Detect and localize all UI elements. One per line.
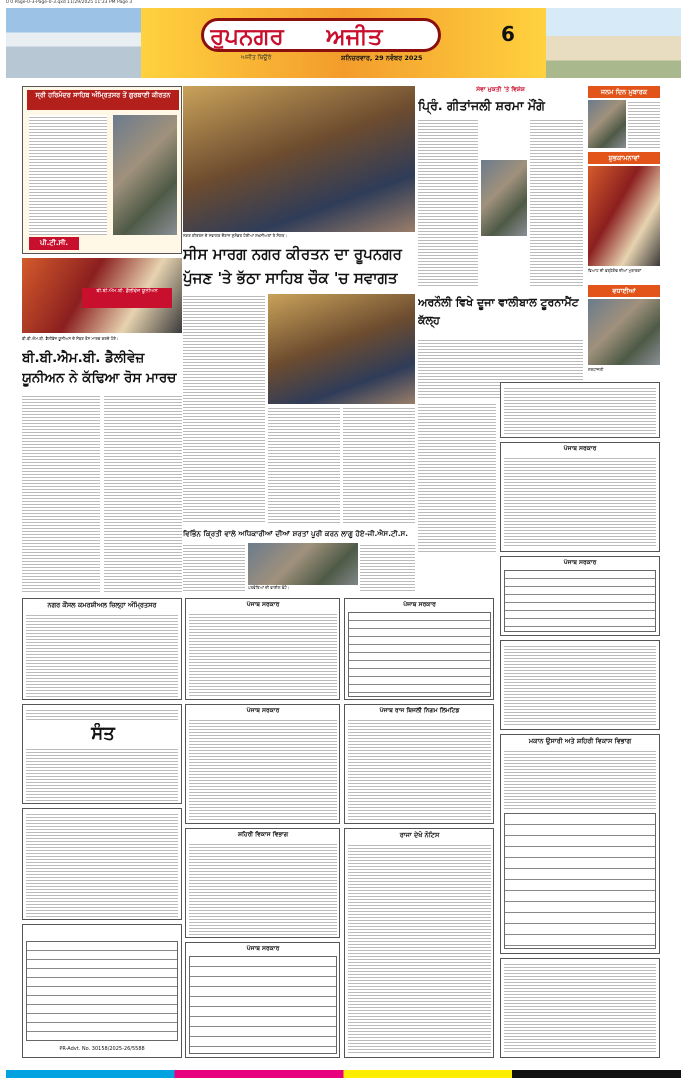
notice-table-right: [500, 556, 660, 636]
notice-legal-text: [504, 962, 656, 1054]
notice-table-right-grid: [504, 570, 656, 632]
notice-public-text: [348, 843, 491, 1055]
protest-caption: ਬੀ.ਬੀ.ਐਮ.ਬੀ. ਡੈਲੀਵੇਜ਼ ਯੂਨੀਅਨ ਦੇ ਮੈਂਬਰ ਰੋਸ ਮਾਰਚ ਕਰਦੇ ਹੋਏ।: [22, 336, 119, 341]
procession-photo: [268, 294, 415, 404]
slug-line: 0 0 Page-0-3-Page-0-3.qxd 11/29/2025 11:33 PM Page 3: [6, 0, 133, 5]
ad-badge: ਪੀ.ਟੀ.ਸੀ.: [29, 237, 79, 250]
notice-water-table: [26, 941, 178, 1041]
protest-photo: [22, 258, 182, 333]
masthead-left-photo: [6, 8, 141, 78]
retirement-body-col1: [418, 118, 478, 288]
birthday-header: ਜਨਮ ਦਿਨ ਮੁਬਾਰਕ: [588, 86, 660, 98]
notice-right-2-title: ਪੰਜਾਬ ਸਰਕਾਰ: [563, 445, 597, 452]
nagar-kirtan-caption: ਨਗਰ ਕੀਰਤਨ ਦੇ ਸਵਾਗਤ ਦੌਰਾਨ ਸ਼ੁਸ਼ੋਭਤ ਹੋਈਆਂ ਸ਼ਖ਼ਸੀਅਤਾਂ ਤੇ ਸੰਗਤ।: [183, 233, 288, 238]
masthead-band: [141, 8, 546, 78]
notice-nagar-council-text: [26, 613, 178, 697]
masthead-frame: [201, 18, 441, 52]
notice-urban: [185, 828, 340, 938]
masthead-right-photo: [546, 8, 681, 78]
masthead-date: ਸ਼ਨਿਚਰਵਾਰ, 29 ਨਵੰਬਰ 2025: [341, 54, 423, 62]
notice-pspcl-text: [348, 718, 491, 821]
notice-housing-text: [504, 749, 656, 809]
notice-table-right-title: ਪੰਜਾਬ ਸਰਕਾਰ: [563, 559, 597, 566]
nagar-kirtan-photo: [183, 86, 415, 232]
page-number: 6: [501, 22, 515, 46]
notice-punjab-3: [185, 704, 340, 824]
notice-housing-title: ਮਕਾਨ ਉਸਾਰੀ ਅਤੇ ਸ਼ਹਿਰੀ ਵਿਕਾਸ ਵਿਭਾਗ: [528, 737, 632, 745]
notice-punjab-1-title: ਪੰਜਾਬ ਸਰਕਾਰ: [246, 601, 280, 608]
masthead-title-left: ਰੂਪਨਗਰ: [210, 24, 284, 50]
ad-photo: [113, 115, 177, 235]
notice-sant: [22, 704, 182, 804]
protest-body-col2: [104, 394, 182, 594]
gst-caption: ਪਤਵੰਤਿਆਂ ਦੀ ਫਾਈਲ ਫੋਟੋ।: [248, 585, 358, 593]
notice-water-footer: PR-Advt. No. 30158/2025-26/5588: [59, 1046, 145, 1052]
notice-urban-text: [189, 842, 337, 935]
center-body-col3: [343, 406, 415, 524]
ad-title: ਸ੍ਰੀ ਹਰਿਮੰਦਰ ਸਾਹਿਬ ਅੰਮ੍ਰਿਤਸਰ ਤੋਂ ਗੁਰਬਾਣੀ ਕੀਰਤਨ: [27, 90, 179, 110]
notice-school: [22, 808, 182, 920]
notice-punjab-2-title: ਪੰਜਾਬ ਸਰਕਾਰ: [403, 601, 436, 608]
congrats-header: ਸ਼ੁਭਕਾਮਨਾਵਾਂ: [588, 152, 660, 164]
notice-cooperative-text: [504, 644, 656, 726]
notice-housing: [500, 734, 660, 954]
notice-punjab-4-title: ਪੰਜਾਬ ਸਰਕਾਰ: [246, 945, 280, 952]
notice-punjab-1-text: [189, 612, 337, 697]
notice-school-text: [26, 812, 178, 917]
notice-pspcl-title: ਪੰਜਾਬ ਰਾਜ ਬਿਜਲੀ ਨਿਗਮ ਲਿਮਟਿਡ: [379, 707, 460, 714]
notice-urban-title: ਸ਼ਹਿਰੀ ਵਿਕਾਸ ਵਿਭਾਗ: [237, 831, 289, 838]
notice-sant-text: [26, 747, 178, 801]
wedding-caption: ਵਿਆਹ ਦੀ ਵਰ੍ਹੇਗੰਢ ਦੀਆਂ ਮੁਬਾਰਕਾਂ: [588, 268, 642, 273]
notice-public: [344, 828, 494, 1058]
volleyball-body-2: [418, 402, 496, 552]
protest-headline: ਬੀ.ਬੀ.ਐਮ.ਬੀ. ਡੈਲੀਵੇਜ਼ ਯੂਨੀਅਨ ਨੇ ਕੱਢਿਆ ਰੋਸ ਮਾਰਚ: [22, 350, 177, 386]
notice-punjab-3-title: ਪੰਜਾਬ ਸਰਕਾਰ: [246, 707, 280, 714]
center-body-col1: [183, 294, 265, 524]
color-registration-bar: [6, 1070, 681, 1078]
birthday-photo: [588, 100, 626, 148]
notice-nagar-council: [22, 598, 182, 700]
notice-sant-head: [26, 708, 178, 720]
notice-right-1: [500, 382, 660, 438]
notice-punjab-4-table: [189, 956, 337, 1054]
gst-body-col2: [360, 543, 415, 593]
tribute-photo: [588, 299, 660, 365]
notice-public-title: ਰਾਜਾ ਦੇਖੋ ਨੋਟਿਸ: [399, 831, 440, 839]
gst-headline: ਵਿਭਿੰਨ ਕ੍ਰਿਤੀ ਵਾਲੇ ਅਧਿਕਾਰੀਆਂ ਦੀਆਂ ਸ਼ਰਤਾਂ ਪੂਰੀ ਕਰਨ ਲਾਗੂ ਹੋਏ-ਜੀ.ਐਸ.ਟੀ.ਸ.: [183, 529, 408, 538]
notice-sant-title: ਸੰਤ: [91, 723, 115, 743]
center-body-col2: [268, 406, 340, 524]
notice-housing-table: [504, 813, 656, 949]
wedding-photo: [588, 166, 660, 266]
notice-punjab-3-text: [189, 718, 337, 821]
notice-legal: [500, 958, 660, 1058]
condolence-header: ਵਧਾਈਆਂ: [588, 285, 660, 297]
notice-nagar-council-title: ਨਗਰ ਕੌਂਸਲ ਕਮਰਸ਼ੀਅਲ ਜ਼ਿਲ੍ਹਾ ਅੰਮ੍ਰਿਤਸਰ: [47, 601, 157, 609]
ad-text: [29, 115, 107, 235]
masthead-subhead: ਅਜੀਤ ਬਿਊਰੋ: [241, 54, 272, 61]
retirement-kicker: ਸੇਵਾ ਮੁਕਤੀ 'ਤੇ ਵਿਸ਼ੇਸ਼: [476, 86, 525, 93]
notice-punjab-2-table: [348, 612, 491, 697]
nagar-kirtan-headline: ਸੀਸ ਮਾਰਗ ਨਗਰ ਕੀਰਤਨ ਦਾ ਰੂਪਨਗਰ ਪੁੱਜਣ 'ਤੇ ਭੱਠਾ ਸਾਹਿਬ ਚੌਕ 'ਚ ਸਵਾਗਤ: [183, 245, 402, 287]
notice-punjab-4: [185, 942, 340, 1058]
retirement-headline: ਪ੍ਰਿੰ. ਗੀਤਾਂਜਲੀ ਸ਼ਰਮਾ ਮੌਂਗੇ: [418, 98, 545, 113]
birthday-text: [628, 100, 660, 148]
notice-right-2-text: [504, 456, 656, 548]
gst-body-col1: [183, 543, 245, 593]
retirement-body-col2: [530, 118, 583, 288]
banner-text: ਬੀ.ਬੀ.ਐਮ.ਬੀ. ਡੈਲੀਵੇਜ਼ ਯੂਨੀਅਨ: [82, 288, 172, 308]
principal-photo: [481, 160, 527, 236]
protest-body-col1: [22, 394, 100, 594]
ptc-advertisement: [22, 86, 182, 254]
masthead-title-right: ਅਜੀਤ: [326, 24, 383, 50]
notice-punjab-1: [185, 598, 340, 700]
notice-water: [22, 924, 182, 1058]
notice-right-1-text: [504, 386, 656, 434]
volleyball-headline: ਅਰਨੌਲੀ ਵਿਖੇ ਦੂਜਾ ਵਾਲੀਬਾਲ ਟੂਰਨਾਮੈਂਟ ਕੱਲ੍ਹ: [418, 296, 579, 327]
notice-cooperative: [500, 640, 660, 730]
tribute-caption: ਸ਼ਰਧਾਂਜਲੀ: [588, 367, 604, 372]
notice-right-2: [500, 442, 660, 552]
notice-pspcl: [344, 704, 494, 824]
notice-punjab-2: [344, 598, 494, 700]
